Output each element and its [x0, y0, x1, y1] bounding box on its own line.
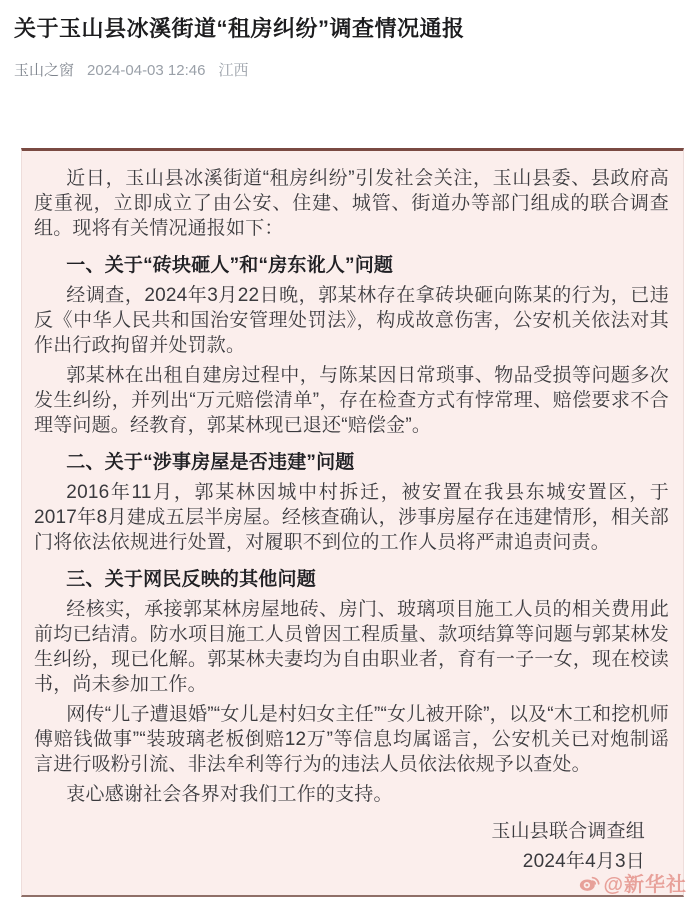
notice-date: 2024年4月3日: [522, 851, 645, 872]
notice-paragraph: 经核实，承接郭某林房屋地砖、房门、玻璃项目施工人员的相关费用此前均已结清。防水项目施工人员曾因工程质量、款项结算等问题与郭某林发生纠纷，现已化解。郭某林夫妻均为自由职业者，育有一子一女，现在校读书，尚未参加工作。: [34, 599, 669, 695]
post-location: 江西: [218, 62, 249, 79]
watermark-text: @新华社: [603, 874, 687, 896]
notice-section-1-heading: 一、关于“砖块砸人”和“房东讹人”问题: [66, 255, 394, 276]
notice-paragraph: 网传“儿子遭退婚”“女儿是村妇女主任”“女儿被开除”，以及“木工和挖机师傅赔钱做事”“装玻璃老板倒赔12万”等信息均属谣言，公安机关已对炮制谣言进行吸粉引流、非法牟利等行为的违法人员依法依规予以查处。: [34, 704, 669, 775]
notice-paragraph: 2016年11月，郭某林因城中村拆迁，被安置在我县东城安置区，于2017年8月建成五层半房屋。经核查确认，涉事房屋存在违建情形，相关部门将依法依规进行处置，对履职不到位的工作人员将严肃追责问责。: [34, 482, 669, 553]
watermark: [579, 868, 687, 897]
post-timestamp: 2024-04-03 12:46: [87, 62, 206, 79]
notice-paragraph: 经调查，2024年3月22日晚，郭某林存在拿砖块砸向陈某的行为，已违反《中华人民共和国治安管理处罚法》，构成故意伤害，公安机关依法对其作出行政拘留并处罚款。: [34, 285, 669, 356]
publisher-name[interactable]: 玉山之窗: [14, 62, 75, 79]
notice-section-2-heading: 二、关于“涉事房屋是否违建”问题: [66, 452, 355, 473]
post-title: 关于玉山县冰溪街道“租房纠纷”调查情况通报: [14, 16, 465, 41]
notice-closing-paragraph: 衷心感谢社会各界对我们工作的支持。: [66, 784, 393, 805]
weibo-icon: [579, 872, 600, 893]
notice-card: [21, 148, 684, 897]
post-meta-row: [14, 61, 248, 81]
notice-signature: 玉山县联合调查组: [491, 821, 645, 842]
notice-intro-paragraph: 近日，玉山县冰溪街道“租房纠纷”引发社会关注，玉山县委、县政府高度重视，立即成立了由公安、住建、城管、街道办等部门组成的联合调查组。现将有关情况通报如下：: [34, 168, 669, 239]
notice-paragraph: 郭某林在出租自建房过程中，与陈某因日常琐事、物品受损等问题多次发生纠纷，并列出“万元赔偿清单”，存在检查方式有悖常理、赔偿要求不合理等问题。经教育，郭某林现已退还“赔偿金”。: [34, 365, 669, 436]
notice-section-3-heading: 三、关于网民反映的其他问题: [66, 569, 316, 590]
